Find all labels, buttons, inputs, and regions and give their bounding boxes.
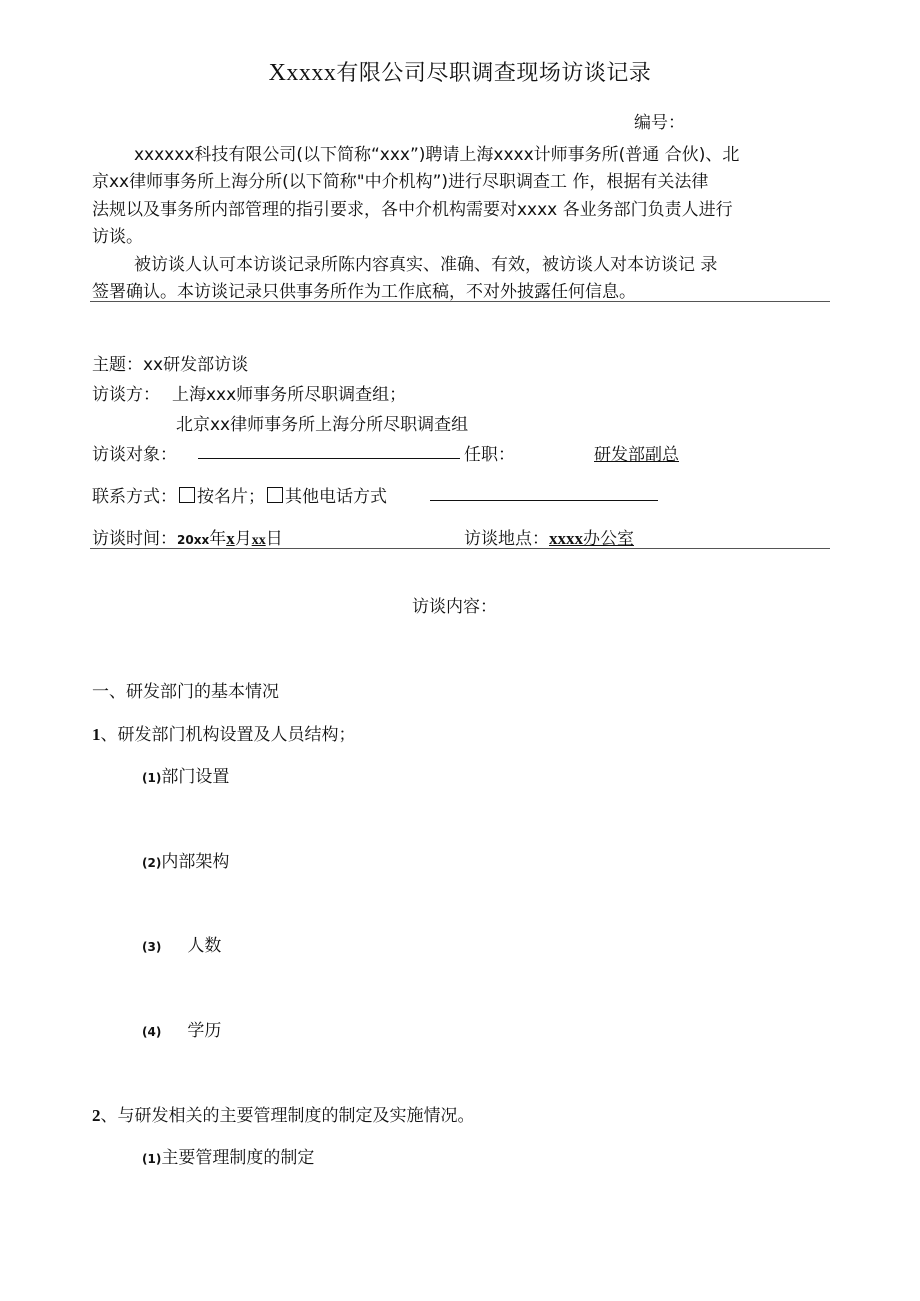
time-year-unit: 年 [209,529,227,549]
time-row [92,524,283,549]
item-number: (3) [142,940,162,954]
place-label: 访谈地点： [464,529,549,549]
item-text: 人数 [187,936,222,956]
intro-line-1: xxxxxx科技有限公司(以下简称“xxx”)聘请上海xxxx计师事务所(普通 合伙)、北 [134,145,740,165]
interviewer-2: 北京xx律师事务所上海分所尽职调查组 [176,415,469,435]
divider-top [90,301,830,302]
number-label: 编号： [634,113,685,133]
item-department-setup [142,762,229,787]
interviewer-label: 访谈方： [92,385,160,405]
item-number: (2) [142,856,162,870]
contact-option-card: 按名片； [197,487,265,507]
section-1-2 [92,1101,475,1126]
item-text: 内部架构 [161,852,230,872]
item-number: (1) [142,1152,162,1166]
section-1-heading: 一、研发部门的基本情况 [92,682,279,702]
item-number: (4) [142,1025,162,1039]
section-1-1-text: 、研发部门机构设置及人员结构； [100,725,356,745]
section-1-1 [92,720,356,745]
place-value-rest: 办公室 [583,529,634,549]
title-text: 有限公司尽职调查现场访谈记录 [336,61,652,86]
item-headcount [142,931,221,956]
position-label: 任职： [464,445,515,465]
interviewee-label: 访谈对象： [92,445,177,465]
place-value-latin: xxxx [549,529,583,548]
document-title [0,56,920,87]
item-text: 主要管理制度的制定 [161,1148,315,1168]
item-number: (1) [142,771,162,785]
item-management-rules [142,1143,314,1168]
other-phone-checkbox[interactable] [267,487,283,503]
section-1-2-number: 2 [92,1106,101,1125]
intro-line-5: 被访谈人认可本访谈记录所陈内容真实、准确、有效，被访谈人对本访谈记 录 [134,255,718,275]
intro-line-4: 访谈。 [92,227,143,247]
divider-bottom [90,548,830,549]
place-value [549,529,634,549]
place-row [464,524,634,549]
contact-row [92,482,387,507]
title-prefix: Xxxxx [268,60,337,86]
position-value: 研发部副总 [594,445,679,465]
time-day-unit: 日 [265,529,283,549]
other-phone-field[interactable] [430,484,658,501]
time-month-unit: 月 [234,529,252,549]
subject-line: 主题：xx研发部访谈 [92,355,249,375]
section-1-2-text: 、与研发相关的主要管理制度的制定及实施情况。 [100,1106,475,1126]
business-card-checkbox[interactable] [179,487,195,503]
item-education [142,1016,221,1041]
section-1-1-number: 1 [92,725,101,744]
time-month: x [226,529,235,548]
intro-line-6: 签署确认。本访谈记录只供事务所作为工作底稿，不对外披露任何信息。 [92,282,636,302]
contact-label: 联系方式： [92,487,177,507]
intro-line-2: 京xx律师事务所上海分所(以下简称"中介机构”)进行尽职调查工 作，根据有关法律 [92,172,709,192]
interviewer-1: 上海xxx师事务所尽职调查组； [172,385,407,405]
content-heading: 访谈内容： [412,597,497,617]
contact-option-other: 其他电话方式 [285,487,387,507]
item-text: 部门设置 [161,767,230,787]
time-day: xx [251,533,266,548]
item-text: 学历 [187,1021,222,1041]
time-label: 访谈时间： [92,529,177,549]
item-internal-structure [142,847,229,872]
intro-line-3: 法规以及事务所内部管理的指引要求，各中介机构需要对xxxx 各业务部门负责人进行 [92,200,733,220]
interviewee-field[interactable] [198,442,460,459]
time-year: 20xx [177,533,210,547]
